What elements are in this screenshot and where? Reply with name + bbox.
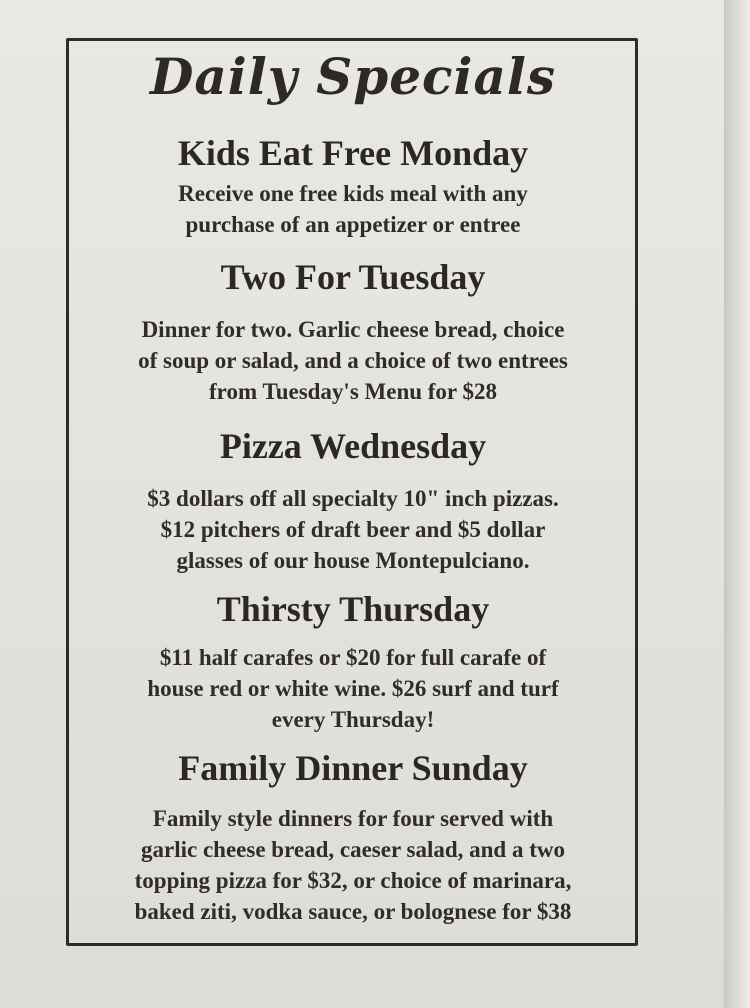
description-line: topping pizza for $32, or choice of marinara, [134,868,572,893]
description-line: of soup or salad, and a choice of two entrees [138,348,568,373]
description-line: Family style dinners for four served with [152,806,554,831]
description-line: $3 dollars off all specialty 10" inch pizzas. [147,486,559,511]
description-line: every Thursday! [271,707,435,732]
description-line: purchase of an appetizer or entree [185,212,521,237]
special-heading: Thirsty Thursday [216,589,490,629]
special-thursday [70,588,636,735]
special-heading: Two For Tuesday [220,257,486,297]
description-line: from Tuesday's Menu for $28 [209,379,497,404]
special-heading: Kids Eat Free Monday [177,133,529,173]
special-sunday [70,747,636,927]
menu-content [70,44,636,927]
special-heading: Pizza Wednesday [219,426,487,466]
description-line: Receive one free kids meal with any [178,181,528,206]
special-wednesday [70,425,636,576]
description-line: $11 half carafes or $20 for full carafe of [159,645,547,670]
special-description [70,642,636,735]
special-description [70,178,636,240]
description-line: house red or white wine. $26 surf and turf [147,676,559,701]
description-line: garlic cheese bread, caeser salad, and a two [141,837,565,862]
description-line: baked ziti, vodka sauce, or bolognese for $38 [134,899,572,924]
special-heading: Family Dinner Sunday [178,748,528,788]
special-description [70,803,636,927]
menu-title: Daily Specials [149,47,557,106]
description-line: $12 pitchers of draft beer and $5 dollar [160,517,546,542]
background-edge [724,0,750,1008]
description-line: glasses of our house Montepulciano. [176,548,530,573]
special-description [70,483,636,576]
special-description [70,314,636,407]
special-monday [70,132,636,240]
description-line: Dinner for two. Garlic cheese bread, choice [141,317,565,342]
special-tuesday [70,256,636,407]
